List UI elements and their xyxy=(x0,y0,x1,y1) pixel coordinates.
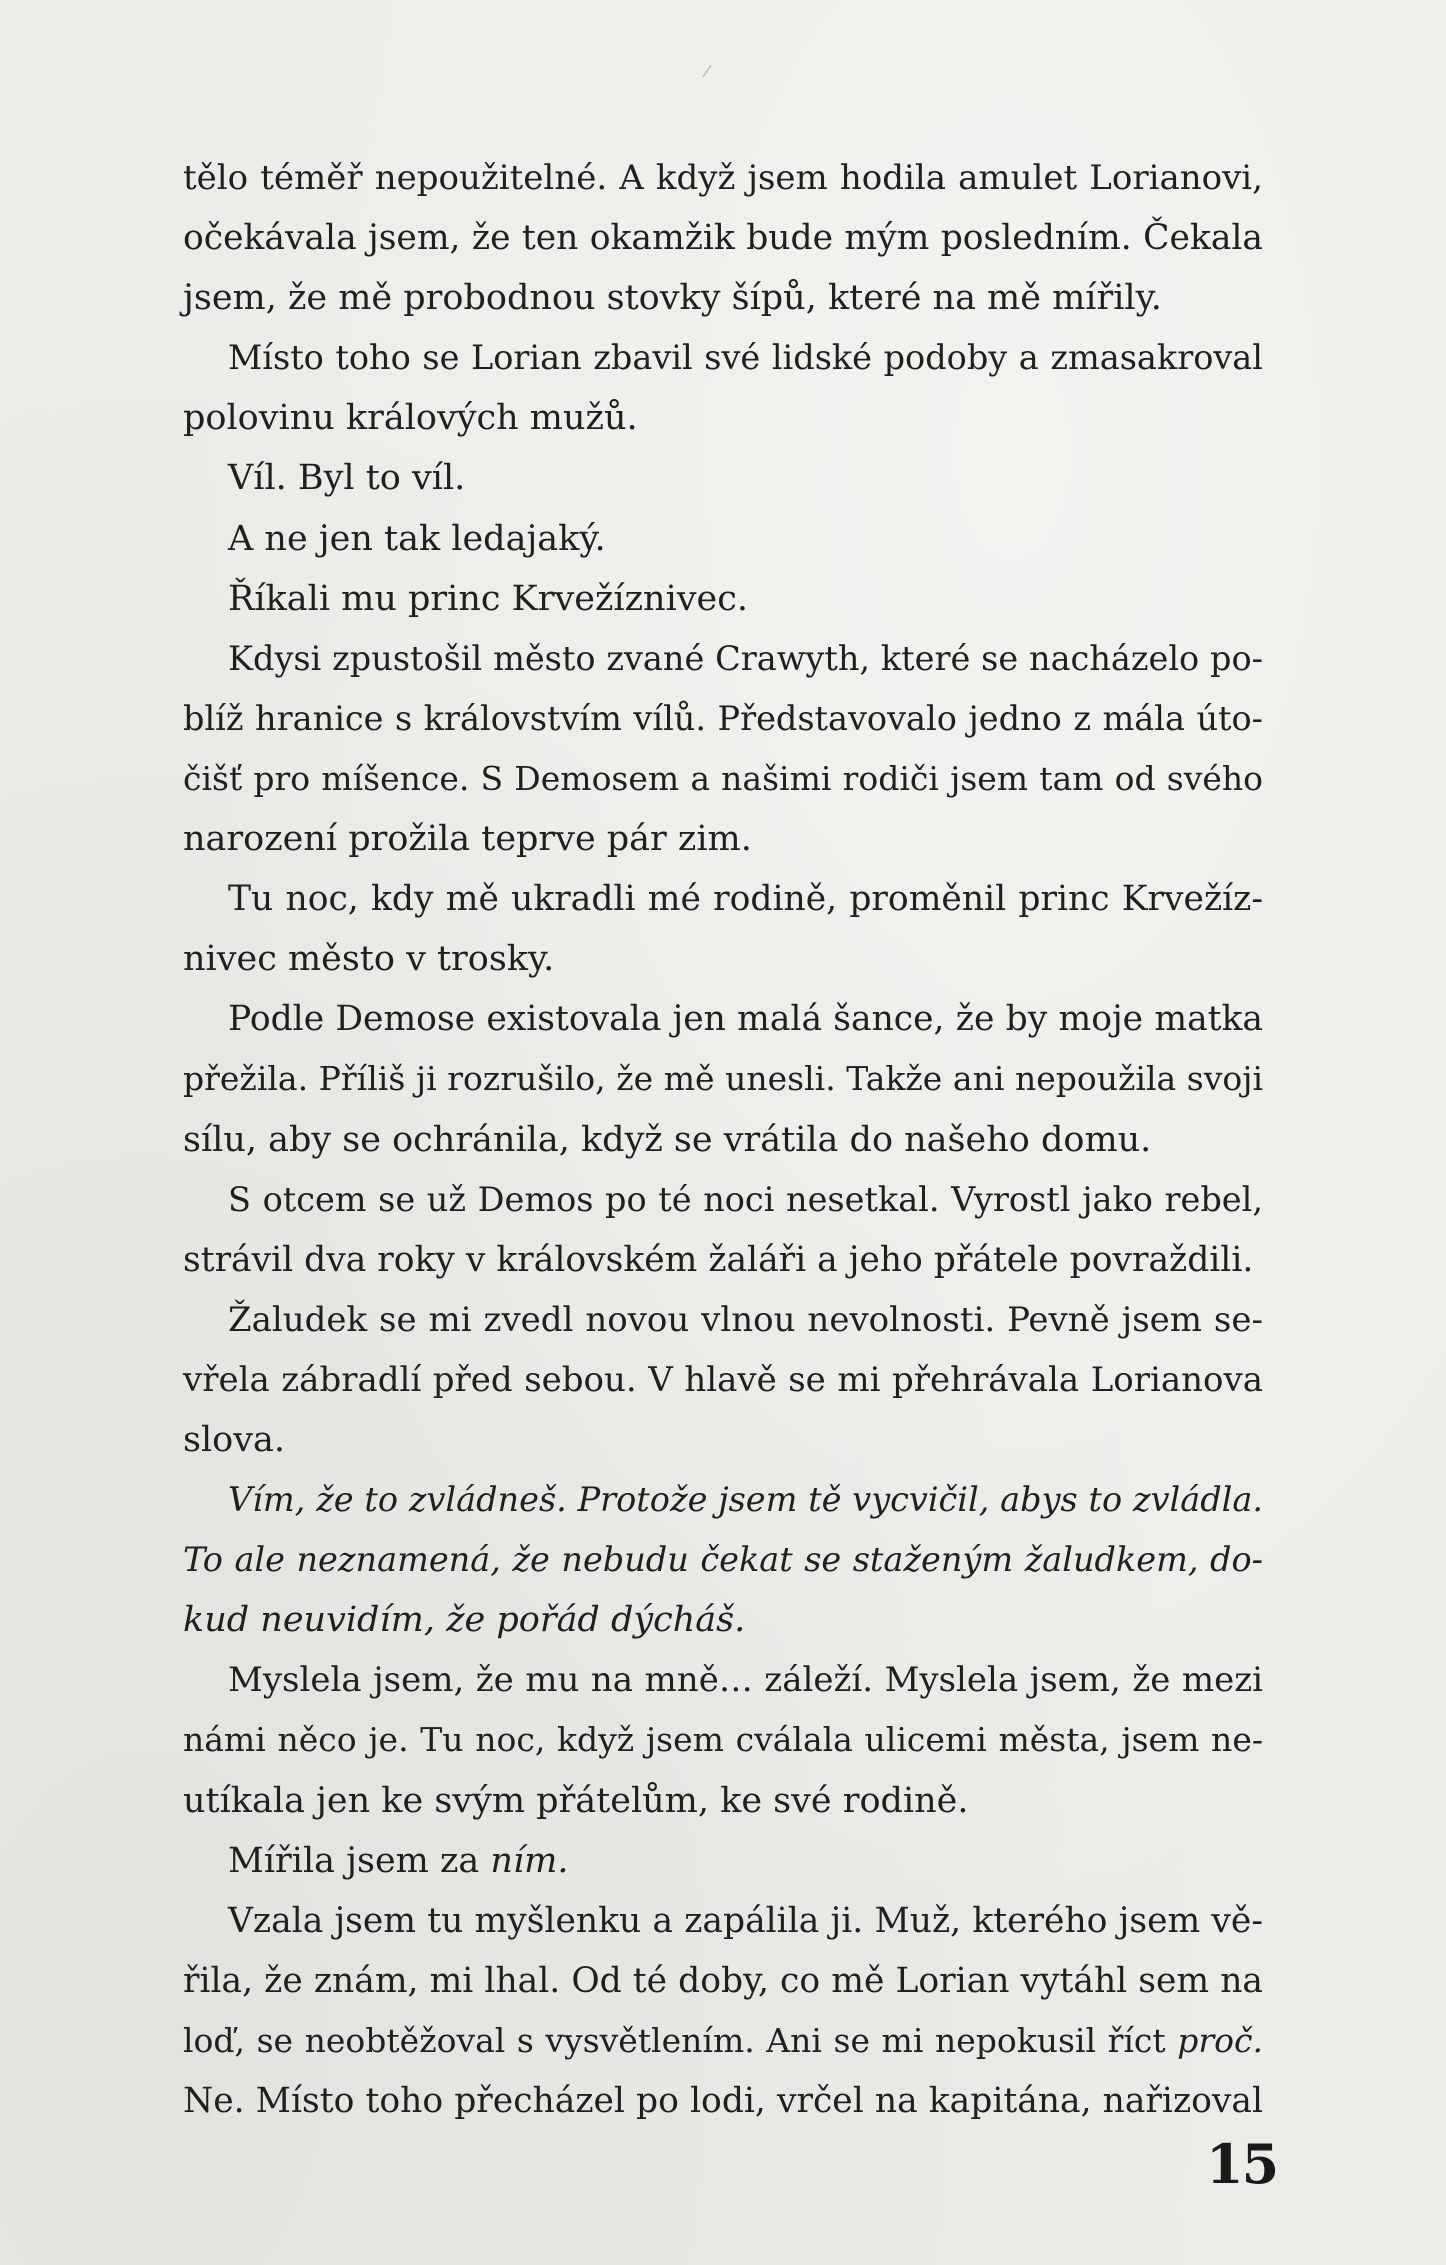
text-segment: Mířila jsem za xyxy=(228,1840,491,1881)
text-line: očekávala jsem, že ten okamžik bude mým posledním. Čekala xyxy=(183,218,1263,259)
text-line: čišť pro míšence. S Demosem a našimi rodiči jsem tam od svého xyxy=(183,758,1263,798)
text-line: To ale neznamená, že nebudu čekat se staženým žaludkem, do- xyxy=(183,1540,1263,1580)
text-line: Místo toho se Lorian zbavil své lidské podoby a zmasakroval xyxy=(228,338,1263,378)
text-line: přežila. Příliš ji rozrušilo, že mě unesli. Takže ani nepoužila svoji xyxy=(183,1059,1263,1099)
text-segment: loď, se neobtěžoval s vysvětlením. Ani se mi nepokusil říct xyxy=(183,2020,1178,2060)
text-line: A ne jen tak ledajaký. xyxy=(228,518,606,559)
text-line: sílu, aby se ochránila, když se vrátila do našeho domu. xyxy=(183,1119,1152,1160)
text-line: narození prožila teprve pár zim. xyxy=(183,819,752,860)
text-line: Tu noc, kdy mě ukradli mé rodině, proměnil princ Krvežíz- xyxy=(228,879,1263,920)
text-line: Myslela jsem, že mu na mně… záleží. Myslela jsem, že mezi xyxy=(228,1660,1263,1701)
text-segment: ním. xyxy=(490,1840,569,1881)
text-line xyxy=(183,1831,1263,1891)
text-line: Vím, že to zvládneš. Protože jsem tě vycvičil, abys to zvládla. xyxy=(228,1480,1263,1520)
text-line: slova. xyxy=(183,1419,285,1460)
text-line: Ne. Místo toho přecházel po lodi, vrčel na kapitána, nařizoval xyxy=(183,2081,1263,2121)
text-line: řila, že znám, mi lhal. Od té doby, co mě Lorian vytáhl sem na xyxy=(183,1960,1263,2001)
page-number: 15 xyxy=(1206,2132,1278,2196)
text-line: námi něco je. Tu noc, když jsem cválala ulicemi města, jsem ne- xyxy=(183,1720,1263,1760)
text-line: Kdysi zpustošil město zvané Crawyth, které se nacházelo po- xyxy=(228,638,1263,678)
text-line: Víl. Byl to víl. xyxy=(228,458,466,499)
text-line: tělo téměř nepoužitelné. A když jsem hodila amulet Lorianovi, xyxy=(183,158,1263,198)
text-line xyxy=(183,2011,1263,2071)
body-text xyxy=(183,148,1263,2131)
text-line: Žaludek se mi zvedl novou vlnou nevolnosti. Pevně jsem se- xyxy=(228,1299,1263,1340)
text-line: S otcem se už Demos po té noci nesetkal. Vyrostl jako rebel, xyxy=(228,1179,1263,1219)
text-line: strávil dva roky v královském žaláři a jeho přátele povraždili. xyxy=(183,1239,1254,1280)
text-line: Říkali mu princ Krvežíznivec. xyxy=(228,578,748,619)
text-line: nivec město v trosky. xyxy=(183,939,555,980)
text-line: blíž hranice s královstvím vílů. Představovalo jedno z mála úto- xyxy=(183,698,1263,738)
text-line: utíkala jen ke svým přátelům, ke své rodině. xyxy=(183,1780,969,1821)
pencil-mark xyxy=(702,65,712,78)
text-line: vřela zábradlí před sebou. V hlavě se mi přehrávala Lorianova xyxy=(183,1359,1263,1400)
text-line: jsem, že mě probodnou stovky šípů, které na mě mířily. xyxy=(183,278,1162,319)
text-line: Vzala jsem tu myšlenku a zapálila ji. Muž, kterého jsem vě- xyxy=(228,1900,1263,1941)
text-segment: proč. xyxy=(1177,2020,1263,2060)
text-line: Podle Demose existovala jen malá šance, že by moje matka xyxy=(228,999,1263,1040)
text-line: polovinu králových mužů. xyxy=(183,398,638,439)
text-line: kud neuvidím, že pořád dýcháš. xyxy=(183,1600,746,1641)
